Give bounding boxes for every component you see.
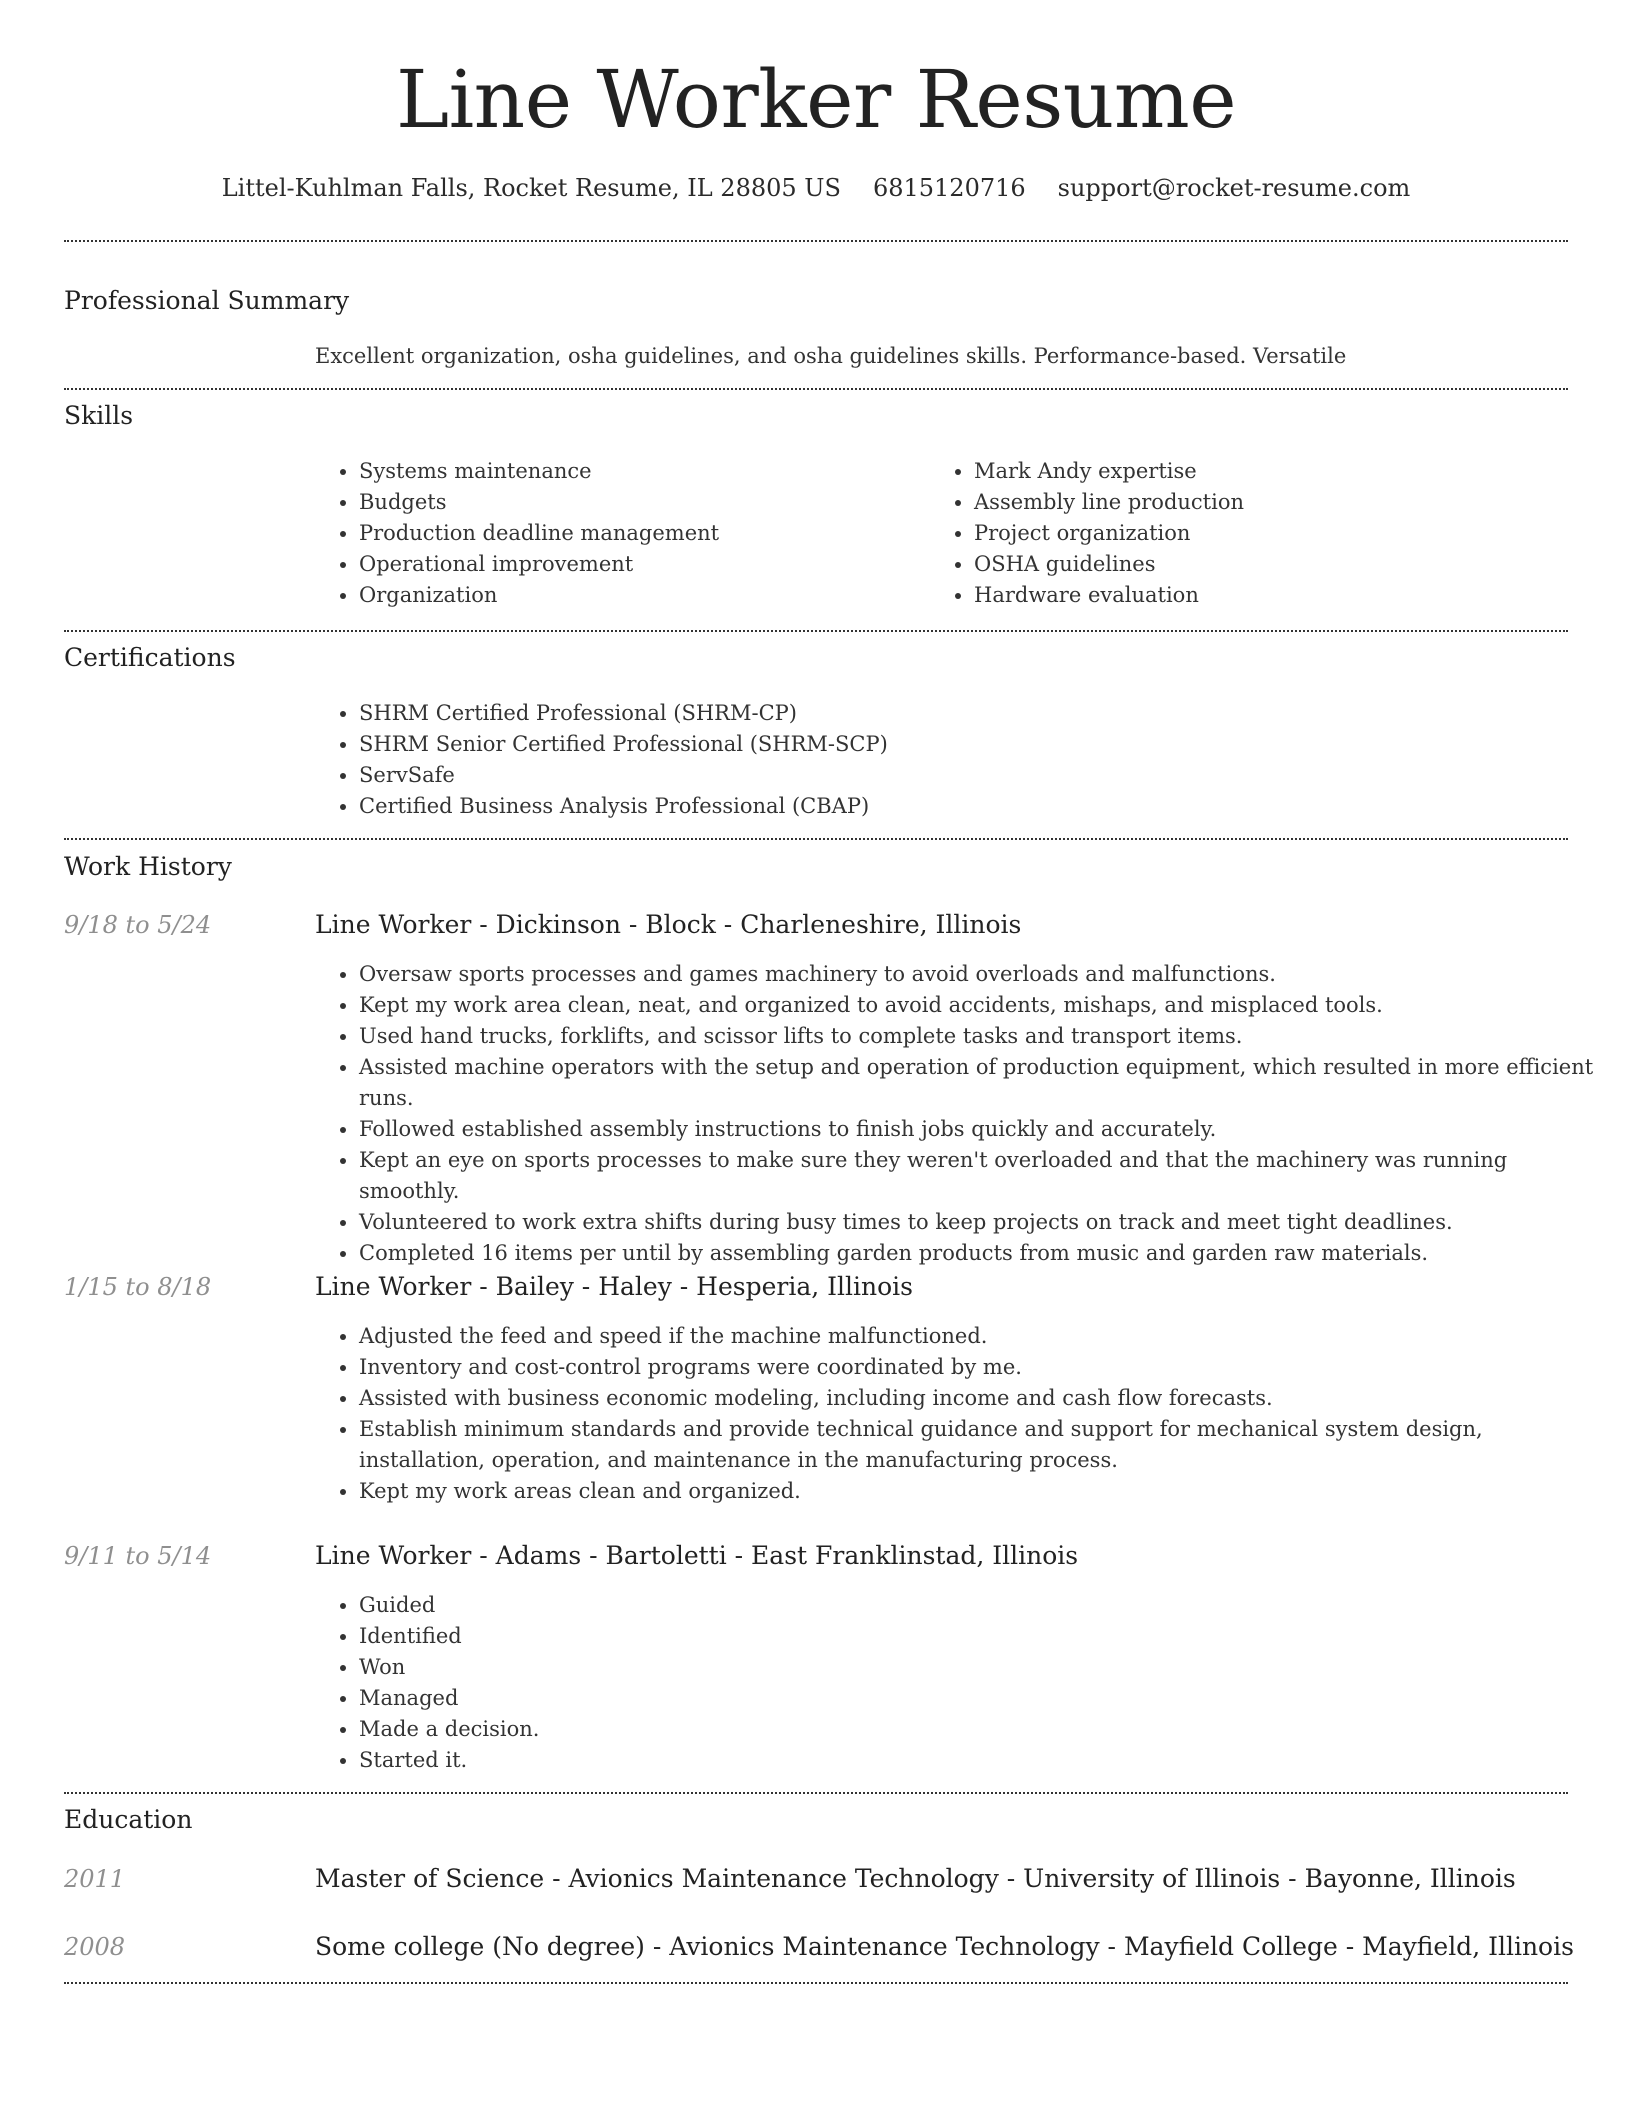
job-bullet: • Adjusted the feed and speed if the machine malfunctioned.: [359, 1321, 1612, 1352]
contact-line: [64, 171, 1568, 205]
job-dates: 9/18 to 5/24: [64, 911, 212, 939]
certification-item: • SHRM Certified Professional (SHRM-CP): [359, 698, 1559, 729]
job-bullet: • Won: [359, 1652, 1612, 1683]
work-history-divider: [64, 1792, 1568, 1794]
education-year: 2011: [64, 1865, 126, 1893]
job-title: Line Worker - Dickinson - Block - Charleneshire, Illinois: [315, 910, 1022, 939]
job-bullets: [315, 959, 1612, 1269]
skills-divider: [64, 630, 1568, 632]
certifications-list: [315, 698, 1559, 822]
certification-item: • Certified Business Analysis Professional (CBAP): [359, 791, 1559, 822]
job-bullets: [315, 1590, 1612, 1776]
skill-item: • Operational improvement: [359, 549, 929, 580]
job-bullet: • Volunteered to work extra shifts during busy times to keep projects on track and meet tight deadlines.: [359, 1207, 1612, 1238]
summary-heading: Professional Summary: [64, 286, 350, 315]
certifications-heading: Certifications: [64, 643, 236, 672]
job-bullet: • Kept my work area clean, neat, and organized to avoid accidents, mishaps, and misplaced tools.: [359, 990, 1612, 1021]
skill-item: • Production deadline management: [359, 518, 929, 549]
summary-divider: [64, 388, 1568, 390]
job-bullet: • Inventory and cost-control programs were coordinated by me.: [359, 1352, 1612, 1383]
education-year: 2008: [64, 1933, 126, 1961]
job-bullet: • Identified: [359, 1621, 1612, 1652]
resume-title: Line Worker Resume: [395, 53, 1237, 146]
summary-text: Excellent organization, osha guidelines, and osha guidelines skills. Performance-based. Versatile: [315, 344, 1347, 368]
skill-item: • Mark Andy expertise: [974, 456, 1574, 487]
job-dates: 9/11 to 5/14: [64, 1542, 212, 1570]
job-bullet: • Kept my work areas clean and organized.: [359, 1476, 1612, 1507]
contact-phone: 6815120716: [872, 174, 1026, 202]
header-divider: [64, 240, 1568, 242]
work-history-heading: Work History: [64, 852, 232, 881]
certification-item: • ServSafe: [359, 760, 1559, 791]
skills-heading: Skills: [64, 401, 134, 430]
job-bullet: • Managed: [359, 1683, 1612, 1714]
skill-item: • Hardware evaluation: [974, 580, 1574, 611]
job-title: Line Worker - Adams - Bartoletti - East Franklinstad, Illinois: [315, 1541, 1079, 1570]
education-divider: [64, 1982, 1568, 1984]
contact-email: support@rocket-resume.com: [1057, 174, 1411, 202]
education-entry: Some college (No degree) - Avionics Maintenance Technology - Mayfield College - Mayfield, Illinois: [315, 1932, 1574, 1961]
job-bullet: • Assisted with business economic modeling, including income and cash flow forecasts.: [359, 1383, 1612, 1414]
skill-item: • OSHA guidelines: [974, 549, 1574, 580]
job-bullet: • Made a decision.: [359, 1714, 1612, 1745]
skill-item: • Organization: [359, 580, 929, 611]
skills-list-right: [930, 456, 1574, 611]
job-title: Line Worker - Bailey - Haley - Hesperia, Illinois: [315, 1272, 913, 1301]
job-bullets: [315, 1321, 1612, 1507]
job-dates: 1/15 to 8/18: [64, 1273, 212, 1301]
certification-item: • SHRM Senior Certified Professional (SHRM-SCP): [359, 729, 1559, 760]
job-bullet: • Establish minimum standards and provide technical guidance and support for mechanical system design, installation, operation, and maintenance in the manufacturing process.: [359, 1414, 1612, 1476]
job-bullet: • Guided: [359, 1590, 1612, 1621]
certifications-divider: [64, 838, 1568, 840]
job-bullet: • Kept an eye on sports processes to make sure they weren't overloaded and that the machinery was running smoothly.: [359, 1145, 1612, 1207]
education-heading: Education: [64, 1805, 193, 1834]
job-bullet: • Followed established assembly instructions to finish jobs quickly and accurately.: [359, 1114, 1612, 1145]
skill-item: • Project organization: [974, 518, 1574, 549]
job-bullet: • Completed 16 items per until by assembling garden products from music and garden raw materials.: [359, 1238, 1612, 1269]
education-entry: Master of Science - Avionics Maintenance Technology - University of Illinois - Bayonne, Illinois: [315, 1864, 1516, 1893]
job-bullet: • Oversaw sports processes and games machinery to avoid overloads and malfunctions.: [359, 959, 1612, 990]
job-bullet: • Started it.: [359, 1745, 1612, 1776]
skill-item: • Assembly line production: [974, 487, 1574, 518]
contact-address: Littel-Kuhlman Falls, Rocket Resume, IL 28805 US: [221, 174, 841, 202]
job-bullet: • Used hand trucks, forklifts, and scissor lifts to complete tasks and transport items.: [359, 1021, 1612, 1052]
skill-item: • Budgets: [359, 487, 929, 518]
job-bullet: • Assisted machine operators with the setup and operation of production equipment, which resulted in more efficient runs.: [359, 1052, 1612, 1114]
skill-item: • Systems maintenance: [359, 456, 929, 487]
skills-list-left: [315, 456, 929, 611]
